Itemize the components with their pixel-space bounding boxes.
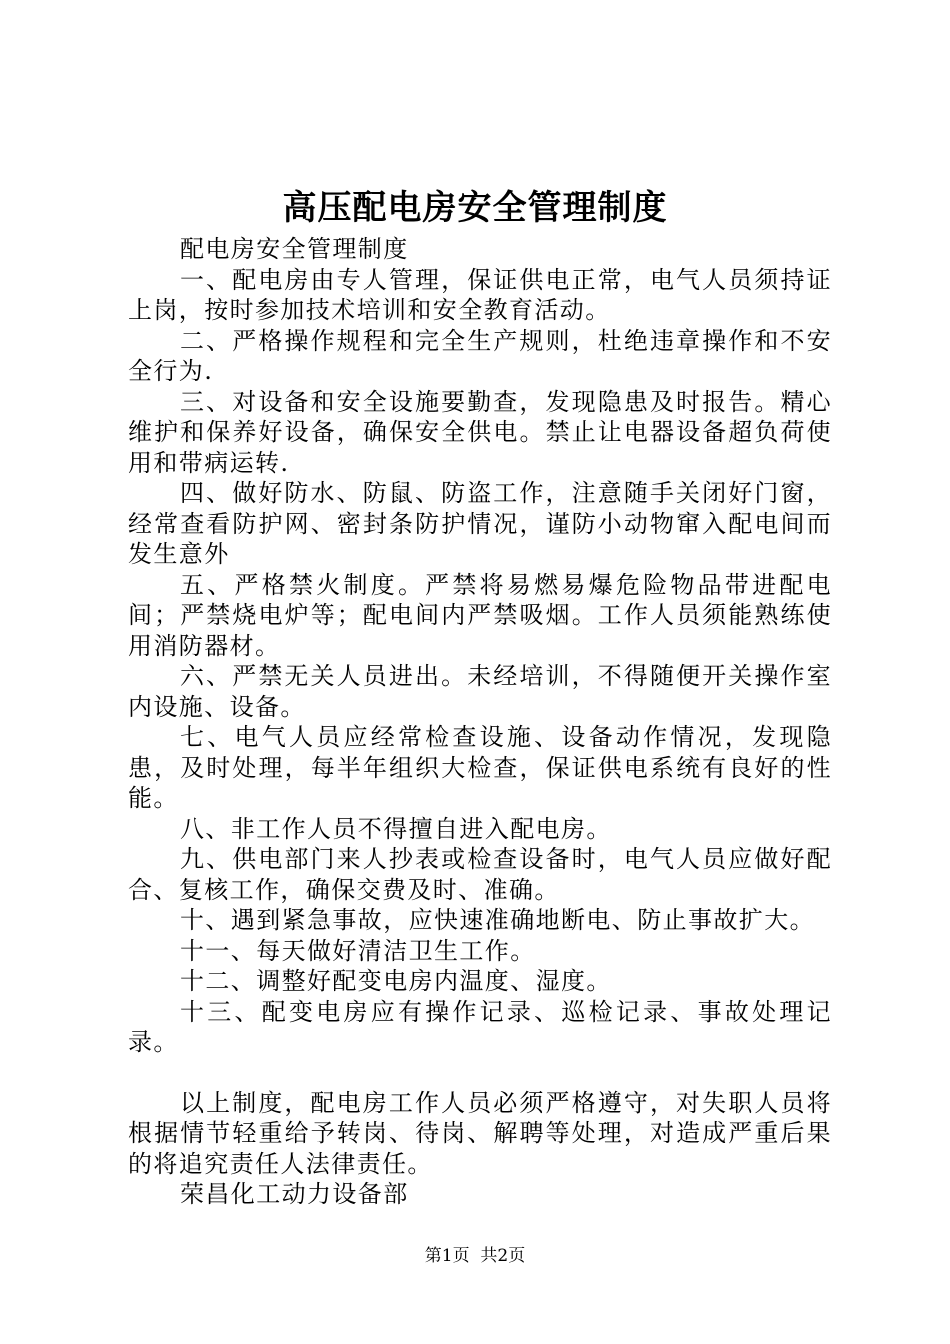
rule-item: 十三、配变电房应有操作记录、巡检记录、事故处理记录。 [128, 997, 832, 1056]
rule-item: 十一、每天做好清洁卫生工作。 [180, 936, 536, 965]
rule-item: 一、配电房由专人管理，保证供电正常，电气人员须持证上岗，按时参加技术培训和安全教育活动。 [128, 265, 832, 324]
rule-item: 八、非工作人员不得擅自进入配电房。 [180, 814, 612, 843]
rule-item: 十二、调整好配变电房内温度、湿度。 [180, 967, 612, 995]
rule-item: 七、电气人员应经常检查设施、设备动作情况，发现隐患，及时处理，每半年组织大检查，保证供电系统有良好的性能。 [128, 723, 832, 812]
document-subtitle: 配电房安全管理制度 [180, 235, 409, 263]
rule-item: 十、遇到紧急事故，应快速准确地断电、防止事故扩大。 [180, 906, 815, 934]
paragraph-spacer [128, 1058, 832, 1088]
rule-item: 五、严格禁火制度。严禁将易燃易爆危险物品带进配电间；严禁烧电炉等；配电间内严禁吸烟。工作人员须能熟练使用消防器材。 [128, 570, 832, 660]
document-body [128, 234, 832, 1210]
document-title: 高压配电房安全管理制度 [282, 188, 668, 228]
closing-paragraph: 以上制度，配电房工作人员必须严格遵守，对失职人员将根据情节轻重给予转岗、待岗、解聘等处理，对造成严重后果的将追究责任人法律责任。 [128, 1088, 832, 1178]
rule-item: 九、供电部门来人抄表或检查设备时，电气人员应做好配合、复核工作，确保交费及时、准确。 [128, 845, 832, 904]
page-footer [0, 1244, 950, 1268]
rule-item: 四、做好防水、防鼠、防盗工作，注意随手关闭好门窗，经常查看防护网、密封条防护情况，谨防小动物窜入配电间而发生意外 [128, 479, 832, 568]
rule-item: 三、对设备和安全设施要勤查，发现隐患及时报告。精心维护和保养好设备，确保安全供电。禁止让电器设备超负荷使用和带病运转. [128, 387, 832, 477]
rule-item: 六、严禁无关人员进出。未经培训，不得随便开关操作室内设施、设备。 [128, 662, 832, 721]
page-total: 共2页 [480, 1246, 526, 1266]
footer-separator [470, 1246, 481, 1266]
page-number: 第1页 [424, 1246, 470, 1266]
rule-item: 二、严格操作规程和完全生产规则，杜绝违章操作和不安全行为. [128, 326, 832, 385]
signature: 荣昌化工动力设备部 [180, 1180, 409, 1208]
